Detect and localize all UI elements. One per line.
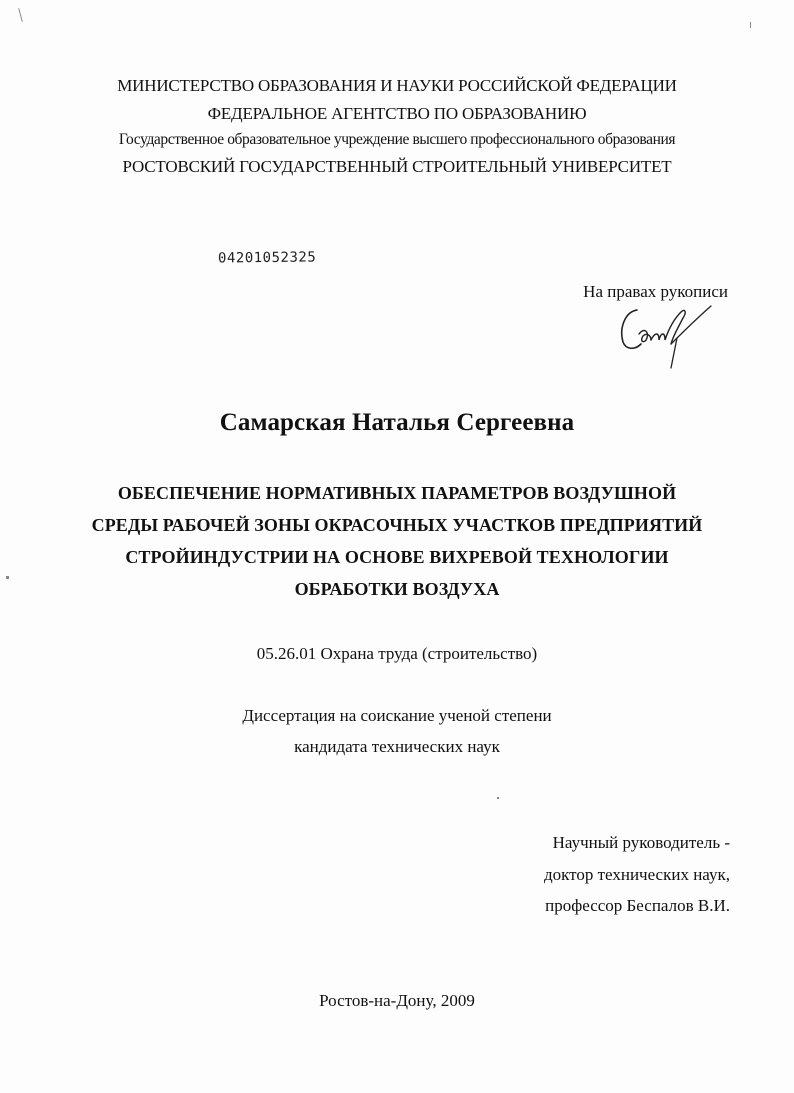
university-name: РОСТОВСКИЙ ГОСУДАРСТВЕННЫЙ СТРОИТЕЛЬНЫЙ УНИВЕРСИТЕТ xyxy=(122,157,672,176)
degree-line: Диссертация на соискание ученой степени xyxy=(242,706,552,725)
institution-type: Государственное образовательное учреждение высшего профессионального образования xyxy=(118,131,676,148)
scan-speck xyxy=(6,576,9,579)
manuscript-rights: На правах рукописи xyxy=(583,282,728,301)
specialty-code: 05.26.01 Охрана труда (строительство) xyxy=(256,644,538,663)
ministry-heading: МИНИСТЕРСТВО ОБРАЗОВАНИЯ И НАУКИ РОССИЙСКОЙ ФЕДЕРАЦИИ xyxy=(117,76,677,95)
scan-speck xyxy=(750,22,751,28)
scan-speck xyxy=(18,8,23,22)
scan-speck xyxy=(497,797,499,799)
registry-number: 04201052325 xyxy=(217,249,317,267)
author-name: Самарская Наталья Сергеевна xyxy=(219,409,575,436)
supervisor-degree: доктор технических наук, xyxy=(543,865,730,884)
thesis-title-line: ОБРАБОТКИ ВОЗДУХА xyxy=(294,579,500,599)
thesis-title-line: ОБЕСПЕЧЕНИЕ НОРМАТИВНЫХ ПАРАМЕТРОВ ВОЗДУШНОЙ xyxy=(117,483,677,503)
supervisor-label: Научный руководитель - xyxy=(552,833,730,852)
thesis-title-line: СРЕДЫ РАБОЧЕЙ ЗОНЫ ОКРАСОЧНЫХ УЧАСТКОВ ПРЕДПРИЯТИЙ xyxy=(91,515,703,535)
supervisor-name: профессор Беспалов В.И. xyxy=(545,896,730,915)
degree-line: кандидата технических наук xyxy=(294,737,500,756)
agency-heading: ФЕДЕРАЛЬНОЕ АГЕНТСТВО ПО ОБРАЗОВАНИЮ xyxy=(207,104,587,123)
handwritten-signature xyxy=(615,298,725,373)
thesis-title-line: СТРОЙИНДУСТРИИ НА ОСНОВЕ ВИХРЕВОЙ ТЕХНОЛОГИИ xyxy=(125,547,669,567)
city-year: Ростов-на-Дону, 2009 xyxy=(319,991,475,1010)
